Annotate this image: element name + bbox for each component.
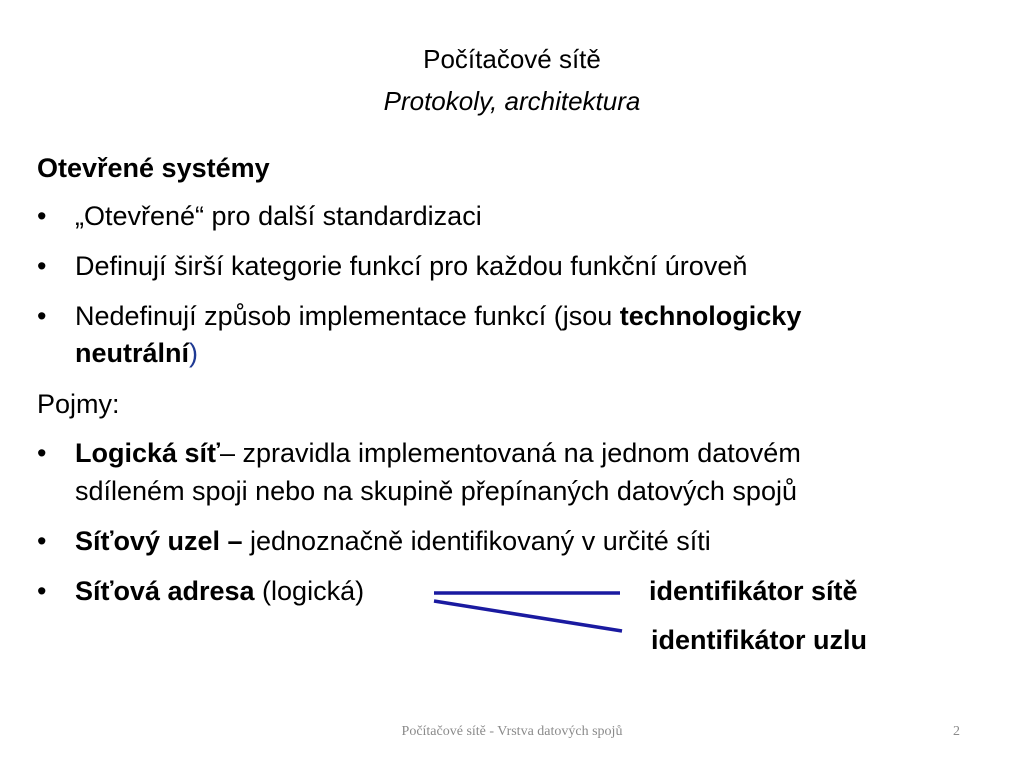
connector-node-id <box>434 601 622 631</box>
bullet-marker: • <box>37 576 47 606</box>
slide-subtitle: Protokoly, architektura <box>383 86 641 116</box>
bullet-marker: • <box>37 201 47 231</box>
list-item-continuation: sdíleném spoji nebo na skupině přepínaných datových spojů <box>75 476 797 506</box>
list-item-bold: technologicky <box>619 301 802 331</box>
bullet-marker: • <box>37 526 47 556</box>
term-logical-network: Logická síť <box>75 438 220 468</box>
term-network-node: Síťový uzel – <box>75 526 243 556</box>
address-part-node-id: identifikátor uzlu <box>651 625 867 655</box>
section-heading-terms: Pojmy: <box>37 389 120 419</box>
slide-title: Počítačové sítě <box>423 44 601 74</box>
list-item-text: Nedefinují způsob implementace funkcí (jsou <box>75 301 620 331</box>
section-heading-open-systems: Otevřené systémy <box>37 153 270 183</box>
list-item-text: ) <box>189 338 199 368</box>
term-definition: – zpravidla implementovaná na jednom datovém <box>219 438 801 468</box>
address-part-network-id: identifikátor sítě <box>649 576 858 606</box>
term-definition: (logická) <box>254 576 365 606</box>
term-definition: jednoznačně identifikovaný v určité síti <box>242 526 711 556</box>
slide-footer: Počítačové sítě - Vrstva datových spojů <box>401 724 623 739</box>
list-item: Definují širší kategorie funkcí pro každou funkční úroveň <box>75 251 748 281</box>
bullet-marker: • <box>37 251 47 281</box>
list-item: „Otevřené“ pro další standardizaci <box>75 201 482 231</box>
bullet-marker: • <box>37 301 47 331</box>
bullet-marker: • <box>37 438 47 468</box>
term-network-address: Síťová adresa <box>75 576 255 606</box>
list-item-bold: neutrální <box>75 338 190 368</box>
page-number: 2 <box>953 724 960 739</box>
